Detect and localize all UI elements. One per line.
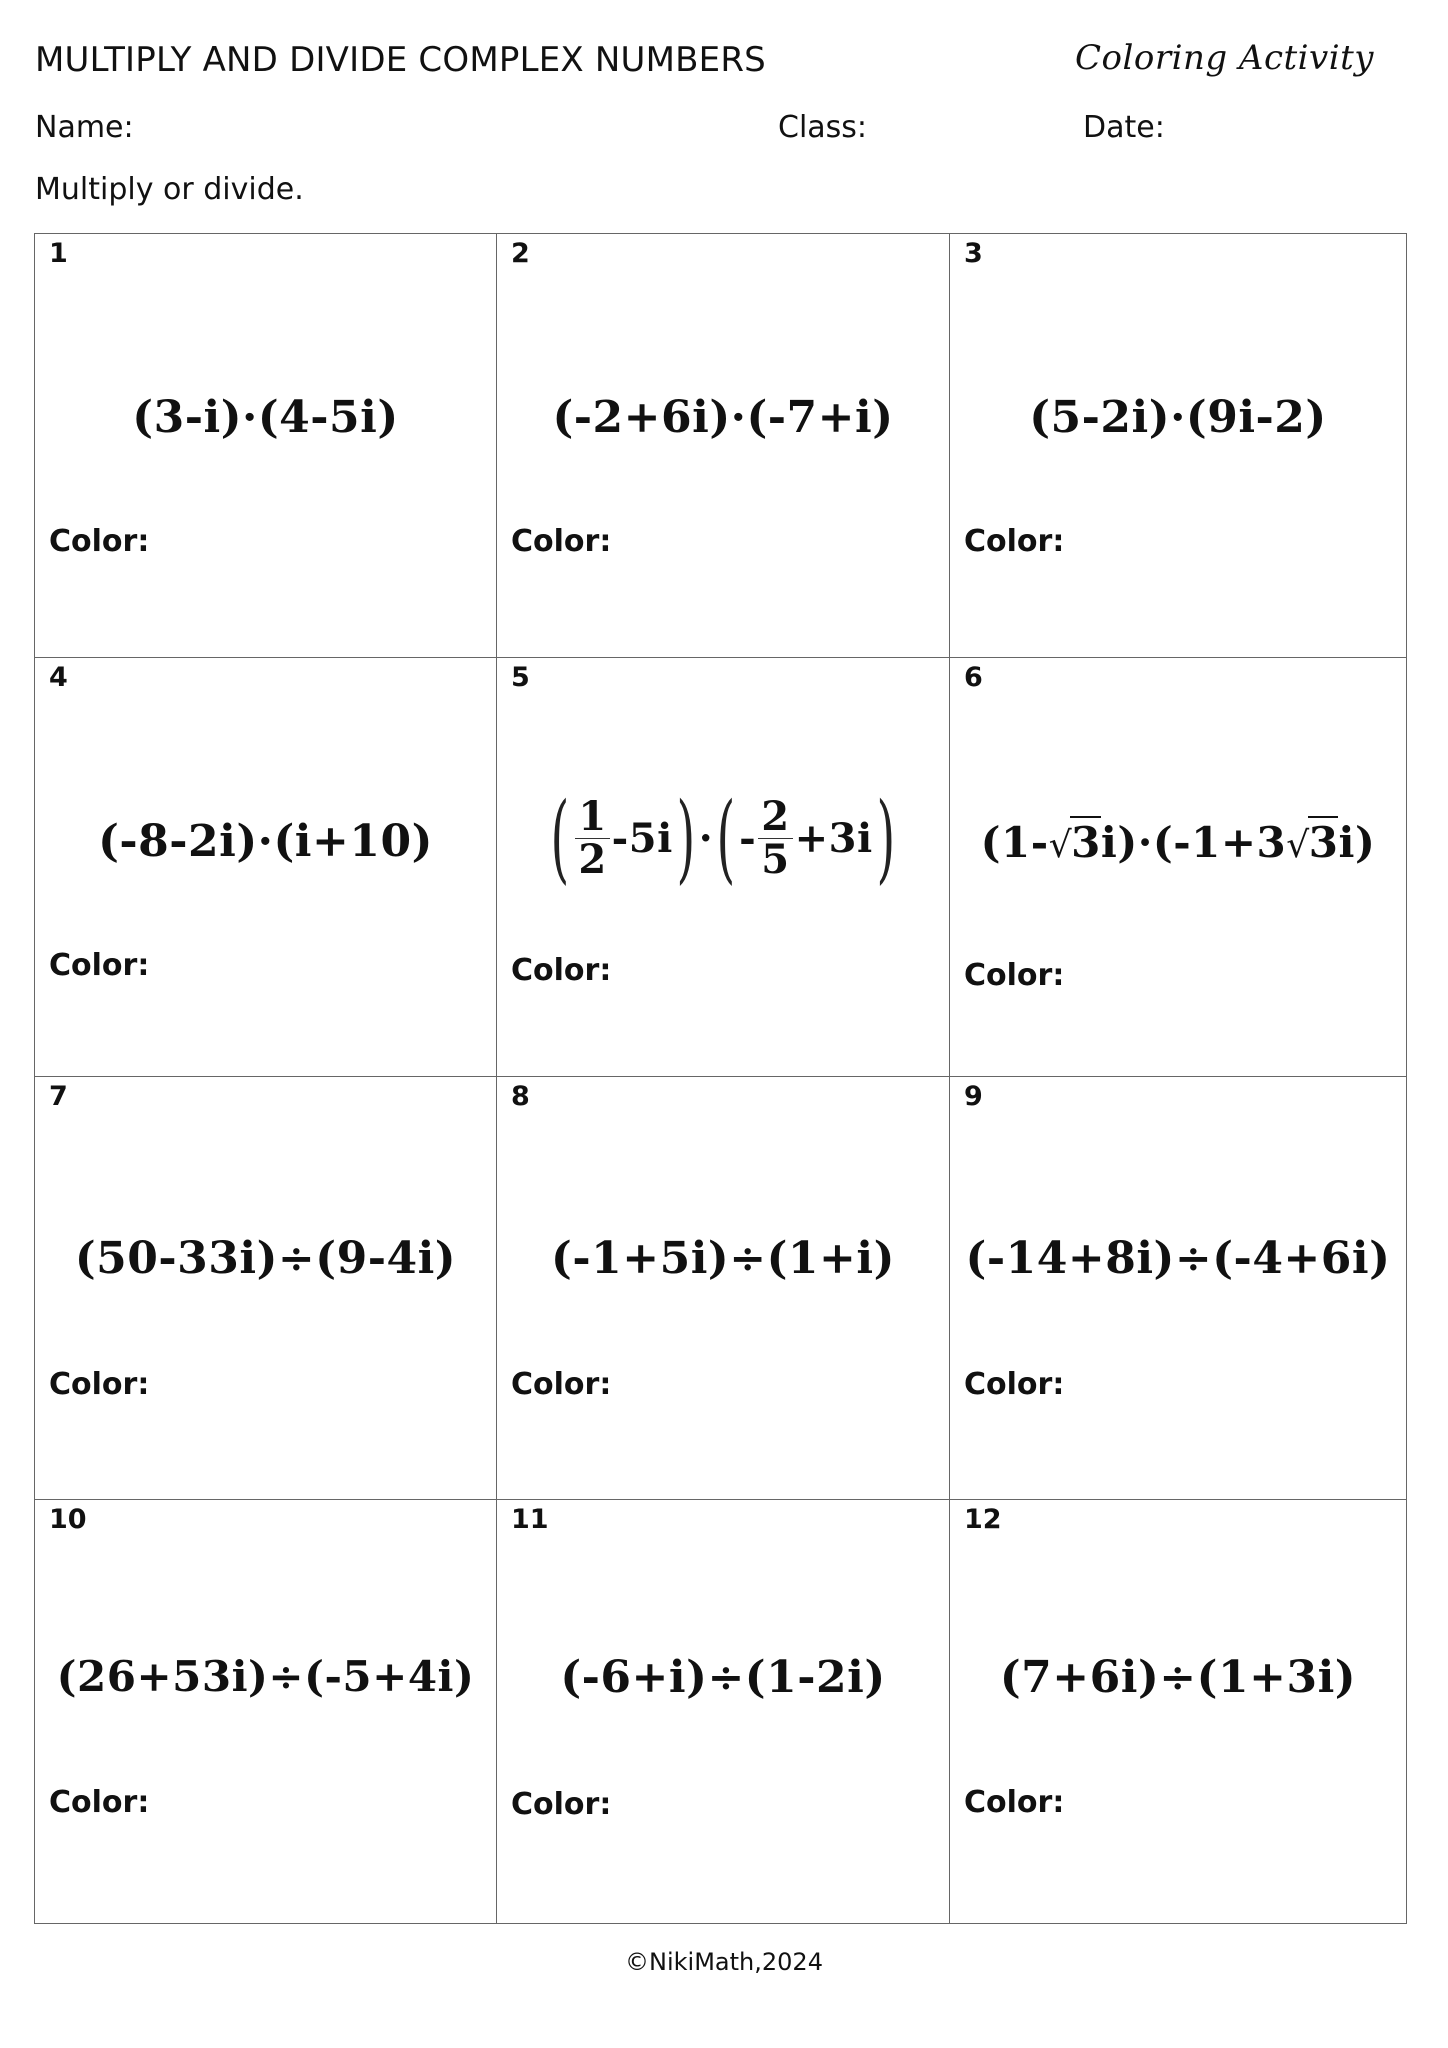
worksheet-title: MULTIPLY AND DIVIDE COMPLEX NUMBERS: [35, 40, 766, 80]
color-label: Color:: [49, 948, 150, 983]
color-label: Color:: [964, 958, 1065, 993]
instructions: Multiply or divide.: [35, 172, 304, 207]
problem-number: 5: [511, 662, 530, 693]
color-label: Color:: [511, 524, 612, 559]
problem-number: 10: [49, 1504, 87, 1535]
problem-cell-12: [950, 1500, 1406, 1923]
problem-expression: (5-2i)·(9i-2): [1029, 392, 1327, 443]
fraction-denominator: 5: [761, 835, 790, 883]
problem-expression: (50-33i)÷(9-4i): [74, 1233, 457, 1284]
problem-cell-6: [950, 658, 1406, 1077]
problem-cell-8: [497, 1077, 950, 1500]
problem-expression: [950, 818, 1406, 867]
sqrt-icon: √: [1048, 825, 1073, 866]
problem-number: 8: [511, 1081, 530, 1112]
color-label: Color:: [964, 524, 1065, 559]
problem-number: 2: [511, 238, 530, 269]
problem-number: 12: [964, 1504, 1002, 1535]
problem-expression: (7+6i)÷(1+3i): [999, 1652, 1357, 1703]
problem-cell-10: [35, 1500, 497, 1923]
color-label: Color:: [49, 1367, 150, 1402]
problem-cell-5: [497, 658, 950, 1077]
problem-number: 6: [964, 662, 983, 693]
color-label: Color:: [49, 1785, 150, 1820]
class-label: Class:: [778, 110, 868, 145]
expression-part: i)·(-1+3: [1100, 818, 1287, 867]
problem-number: 4: [49, 662, 68, 693]
left-paren: (: [716, 782, 736, 894]
problem-expression: (26+53i)÷(-5+4i): [56, 1652, 475, 1701]
activity-label: Coloring Activity: [1075, 38, 1375, 78]
right-paren: ): [676, 782, 696, 894]
problem-number: 9: [964, 1081, 983, 1112]
problem-expression: (-8-2i)·(i+10): [98, 816, 433, 867]
name-label: Name:: [35, 110, 134, 145]
problem-expression: (-1+5i)÷(1+i): [551, 1233, 895, 1284]
fraction-numerator: 1: [575, 796, 609, 839]
problem-cell-11: [497, 1500, 950, 1923]
problem-expression: (-2+6i)·(-7+i): [552, 392, 894, 443]
color-label: Color:: [964, 1785, 1065, 1820]
problem-expression: (-14+8i)÷(-4+6i): [965, 1233, 1391, 1284]
color-label: Color:: [49, 524, 150, 559]
problem-cell-9: [950, 1077, 1406, 1500]
problem-number: 7: [49, 1081, 68, 1112]
problem-expression: [497, 782, 949, 894]
problem-expression: (-6+i)÷(1-2i): [560, 1652, 886, 1703]
color-label: Color:: [964, 1367, 1065, 1402]
multiply-dot: ·: [698, 814, 714, 862]
problem-cell-4: [35, 658, 497, 1077]
left-paren: (: [550, 782, 570, 894]
radicand: 3: [1071, 818, 1101, 867]
fraction: [758, 792, 792, 883]
copyright-footer: ©NikiMath,2024: [625, 1948, 823, 1976]
color-label: Color:: [511, 1367, 612, 1402]
fraction-denominator: 2: [578, 835, 607, 883]
fraction-expression: [547, 782, 898, 894]
problem-number: 3: [964, 238, 983, 269]
problem-cell-3: [950, 234, 1406, 658]
problem-cell-2: [497, 234, 950, 658]
problem-number: 1: [49, 238, 68, 269]
fraction: [575, 792, 609, 883]
sign: -: [739, 814, 757, 862]
expression-part: i): [1338, 818, 1376, 867]
right-paren: ): [876, 782, 896, 894]
problem-expression: (3-i)·(4-5i): [132, 392, 399, 443]
problem-cell-7: [35, 1077, 497, 1500]
problem-cell-1: [35, 234, 497, 658]
color-label: Color:: [511, 953, 612, 988]
problem-grid: [34, 233, 1407, 1924]
term: -5i: [611, 814, 673, 862]
fraction-numerator: 2: [758, 796, 792, 839]
date-label: Date:: [1083, 110, 1165, 145]
term: +3i: [794, 814, 873, 862]
expression-part: (1-: [980, 818, 1049, 867]
problem-number: 11: [511, 1504, 549, 1535]
sqrt-icon: √: [1286, 825, 1310, 866]
radicand: 3: [1308, 818, 1339, 867]
color-label: Color:: [511, 1787, 612, 1822]
